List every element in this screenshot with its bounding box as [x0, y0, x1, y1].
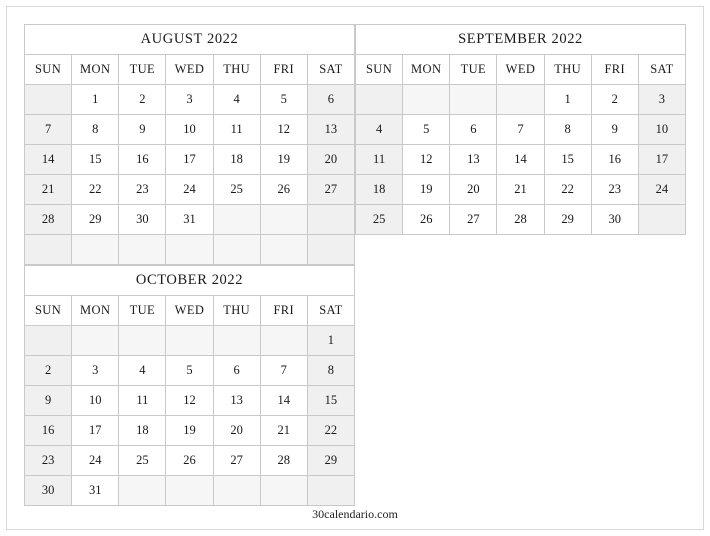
day-cell[interactable]: 29 [544, 205, 591, 235]
day-cell [260, 476, 307, 506]
day-cell[interactable]: 11 [213, 115, 260, 145]
weekday-sat: SAT [307, 296, 354, 326]
weekday-thu: THU [544, 55, 591, 85]
day-cell[interactable]: 8 [72, 115, 119, 145]
day-cell [450, 85, 497, 115]
calendar-august [24, 24, 355, 265]
empty-quadrant [355, 265, 686, 506]
weekday-mon: MON [403, 55, 450, 85]
day-cell [307, 476, 354, 506]
day-cell[interactable]: 30 [25, 476, 72, 506]
weekday-sun: SUN [25, 296, 72, 326]
day-cell[interactable]: 17 [72, 416, 119, 446]
day-cell [307, 205, 354, 235]
day-cell[interactable]: 31 [72, 476, 119, 506]
day-cell[interactable]: 24 [166, 175, 213, 205]
day-cell[interactable]: 25 [213, 175, 260, 205]
day-cell[interactable]: 30 [591, 205, 638, 235]
calendar-title-row [25, 25, 355, 55]
week-row [25, 85, 355, 115]
day-cell[interactable]: 20 [213, 416, 260, 446]
day-cell[interactable]: 28 [25, 205, 72, 235]
day-cell [72, 235, 119, 265]
weekday-tue: TUE [450, 55, 497, 85]
day-cell [260, 326, 307, 356]
weekday-header-row [25, 55, 355, 85]
day-cell [166, 235, 213, 265]
calendar-title: SEPTEMBER 2022 [356, 25, 686, 55]
day-cell[interactable]: 27 [307, 175, 354, 205]
day-cell[interactable]: 21 [25, 175, 72, 205]
day-cell[interactable]: 8 [544, 115, 591, 145]
day-cell[interactable]: 16 [119, 145, 166, 175]
day-cell [25, 326, 72, 356]
day-cell [307, 235, 354, 265]
site-credit[interactable]: 30calendario.com [312, 507, 398, 521]
day-cell[interactable]: 25 [356, 205, 403, 235]
weekday-thu: THU [213, 55, 260, 85]
calendar-title: AUGUST 2022 [25, 25, 355, 55]
day-cell[interactable]: 19 [260, 145, 307, 175]
day-cell[interactable]: 9 [119, 115, 166, 145]
day-cell[interactable]: 20 [450, 175, 497, 205]
day-cell[interactable]: 26 [260, 175, 307, 205]
weekday-wed: WED [166, 55, 213, 85]
day-cell[interactable]: 20 [307, 145, 354, 175]
day-cell[interactable]: 12 [403, 145, 450, 175]
day-cell[interactable]: 13 [450, 145, 497, 175]
day-cell[interactable]: 22 [544, 175, 591, 205]
day-cell [260, 205, 307, 235]
week-row [25, 235, 355, 265]
week-row [356, 145, 686, 175]
day-cell[interactable]: 4 [119, 356, 166, 386]
week-row [356, 175, 686, 205]
day-cell[interactable]: 28 [260, 446, 307, 476]
day-cell[interactable]: 4 [356, 115, 403, 145]
day-cell[interactable]: 5 [260, 85, 307, 115]
day-cell[interactable]: 26 [166, 446, 213, 476]
day-cell[interactable]: 29 [307, 446, 354, 476]
day-cell[interactable]: 14 [25, 145, 72, 175]
day-cell [119, 326, 166, 356]
calendar-title-row [25, 266, 355, 296]
day-cell[interactable]: 16 [591, 145, 638, 175]
week-row [25, 476, 355, 506]
calendar-table [355, 24, 686, 235]
day-cell[interactable]: 12 [166, 386, 213, 416]
day-cell[interactable]: 7 [497, 115, 544, 145]
day-cell [213, 235, 260, 265]
day-cell[interactable]: 2 [119, 85, 166, 115]
day-cell[interactable]: 15 [307, 386, 354, 416]
day-cell [213, 476, 260, 506]
day-cell[interactable]: 18 [356, 175, 403, 205]
day-cell[interactable]: 2 [25, 356, 72, 386]
day-cell[interactable]: 2 [591, 85, 638, 115]
day-cell[interactable]: 17 [638, 145, 685, 175]
calendar-september [355, 24, 686, 265]
day-cell[interactable]: 1 [307, 326, 354, 356]
weekday-fri: FRI [260, 296, 307, 326]
day-cell [403, 85, 450, 115]
weekday-mon: MON [72, 296, 119, 326]
day-cell[interactable]: 11 [119, 386, 166, 416]
weekday-wed: WED [497, 55, 544, 85]
week-row [25, 175, 355, 205]
day-cell[interactable]: 21 [497, 175, 544, 205]
day-cell[interactable]: 26 [403, 205, 450, 235]
day-cell[interactable]: 22 [307, 416, 354, 446]
day-cell[interactable]: 8 [307, 356, 354, 386]
weekday-header-row [356, 55, 686, 85]
day-cell [497, 85, 544, 115]
day-cell[interactable]: 9 [25, 386, 72, 416]
day-cell[interactable]: 5 [166, 356, 213, 386]
day-cell[interactable]: 18 [119, 416, 166, 446]
weekday-sat: SAT [638, 55, 685, 85]
weekday-sun: SUN [25, 55, 72, 85]
week-row [25, 205, 355, 235]
day-cell[interactable]: 14 [260, 386, 307, 416]
day-cell [213, 326, 260, 356]
day-cell[interactable]: 27 [450, 205, 497, 235]
weekday-header-row [25, 296, 355, 326]
day-cell [260, 235, 307, 265]
week-row [25, 145, 355, 175]
day-cell[interactable]: 10 [638, 115, 685, 145]
day-cell[interactable]: 1 [544, 85, 591, 115]
weekday-tue: TUE [119, 296, 166, 326]
week-row [356, 85, 686, 115]
day-cell[interactable]: 1 [72, 85, 119, 115]
day-cell[interactable]: 6 [307, 85, 354, 115]
day-cell[interactable]: 19 [166, 416, 213, 446]
weekday-sun: SUN [356, 55, 403, 85]
weekday-sat: SAT [307, 55, 354, 85]
day-cell[interactable]: 13 [213, 386, 260, 416]
week-row [25, 115, 355, 145]
week-row [356, 205, 686, 235]
day-cell[interactable]: 16 [25, 416, 72, 446]
day-cell[interactable]: 24 [72, 446, 119, 476]
week-row [25, 446, 355, 476]
week-row [25, 326, 355, 356]
day-cell [166, 326, 213, 356]
day-cell [638, 205, 685, 235]
day-cell[interactable]: 10 [72, 386, 119, 416]
day-cell [119, 235, 166, 265]
day-cell[interactable]: 4 [213, 85, 260, 115]
day-cell[interactable]: 18 [213, 145, 260, 175]
day-cell[interactable]: 23 [591, 175, 638, 205]
day-cell[interactable]: 19 [403, 175, 450, 205]
day-cell[interactable]: 28 [497, 205, 544, 235]
day-cell[interactable]: 24 [638, 175, 685, 205]
weekday-fri: FRI [260, 55, 307, 85]
day-cell[interactable]: 11 [356, 145, 403, 175]
day-cell[interactable]: 3 [638, 85, 685, 115]
week-row [25, 386, 355, 416]
day-cell[interactable]: 25 [119, 446, 166, 476]
day-cell[interactable]: 23 [25, 446, 72, 476]
weekday-tue: TUE [119, 55, 166, 85]
day-cell[interactable]: 23 [119, 175, 166, 205]
calendar-table [24, 265, 355, 506]
week-row [25, 416, 355, 446]
day-cell[interactable]: 7 [25, 115, 72, 145]
day-cell [119, 476, 166, 506]
day-cell [356, 85, 403, 115]
calendar-grid [24, 24, 686, 506]
day-cell [213, 205, 260, 235]
day-cell[interactable]: 15 [72, 145, 119, 175]
day-cell [72, 326, 119, 356]
weekday-wed: WED [166, 296, 213, 326]
weekday-fri: FRI [591, 55, 638, 85]
day-cell[interactable]: 15 [544, 145, 591, 175]
day-cell[interactable]: 10 [166, 115, 213, 145]
calendar-title-row [356, 25, 686, 55]
day-cell[interactable]: 12 [260, 115, 307, 145]
day-cell[interactable]: 6 [450, 115, 497, 145]
day-cell[interactable]: 22 [72, 175, 119, 205]
day-cell[interactable]: 13 [307, 115, 354, 145]
weekday-thu: THU [213, 296, 260, 326]
week-row [25, 356, 355, 386]
day-cell[interactable]: 30 [119, 205, 166, 235]
calendar-title: OCTOBER 2022 [25, 266, 355, 296]
day-cell[interactable]: 9 [591, 115, 638, 145]
day-cell[interactable]: 17 [166, 145, 213, 175]
calendar-october [24, 265, 355, 506]
day-cell[interactable]: 21 [260, 416, 307, 446]
day-cell[interactable] [25, 85, 72, 115]
day-cell [166, 476, 213, 506]
day-cell[interactable]: 3 [72, 356, 119, 386]
calendar-table [24, 24, 355, 265]
day-cell[interactable]: 7 [260, 356, 307, 386]
day-cell[interactable]: 31 [166, 205, 213, 235]
day-cell[interactable]: 14 [497, 145, 544, 175]
day-cell[interactable]: 3 [166, 85, 213, 115]
day-cell[interactable]: 29 [72, 205, 119, 235]
weekday-mon: MON [72, 55, 119, 85]
day-cell[interactable]: 5 [403, 115, 450, 145]
day-cell[interactable]: 6 [213, 356, 260, 386]
day-cell[interactable]: 27 [213, 446, 260, 476]
day-cell [25, 235, 72, 265]
week-row [356, 115, 686, 145]
